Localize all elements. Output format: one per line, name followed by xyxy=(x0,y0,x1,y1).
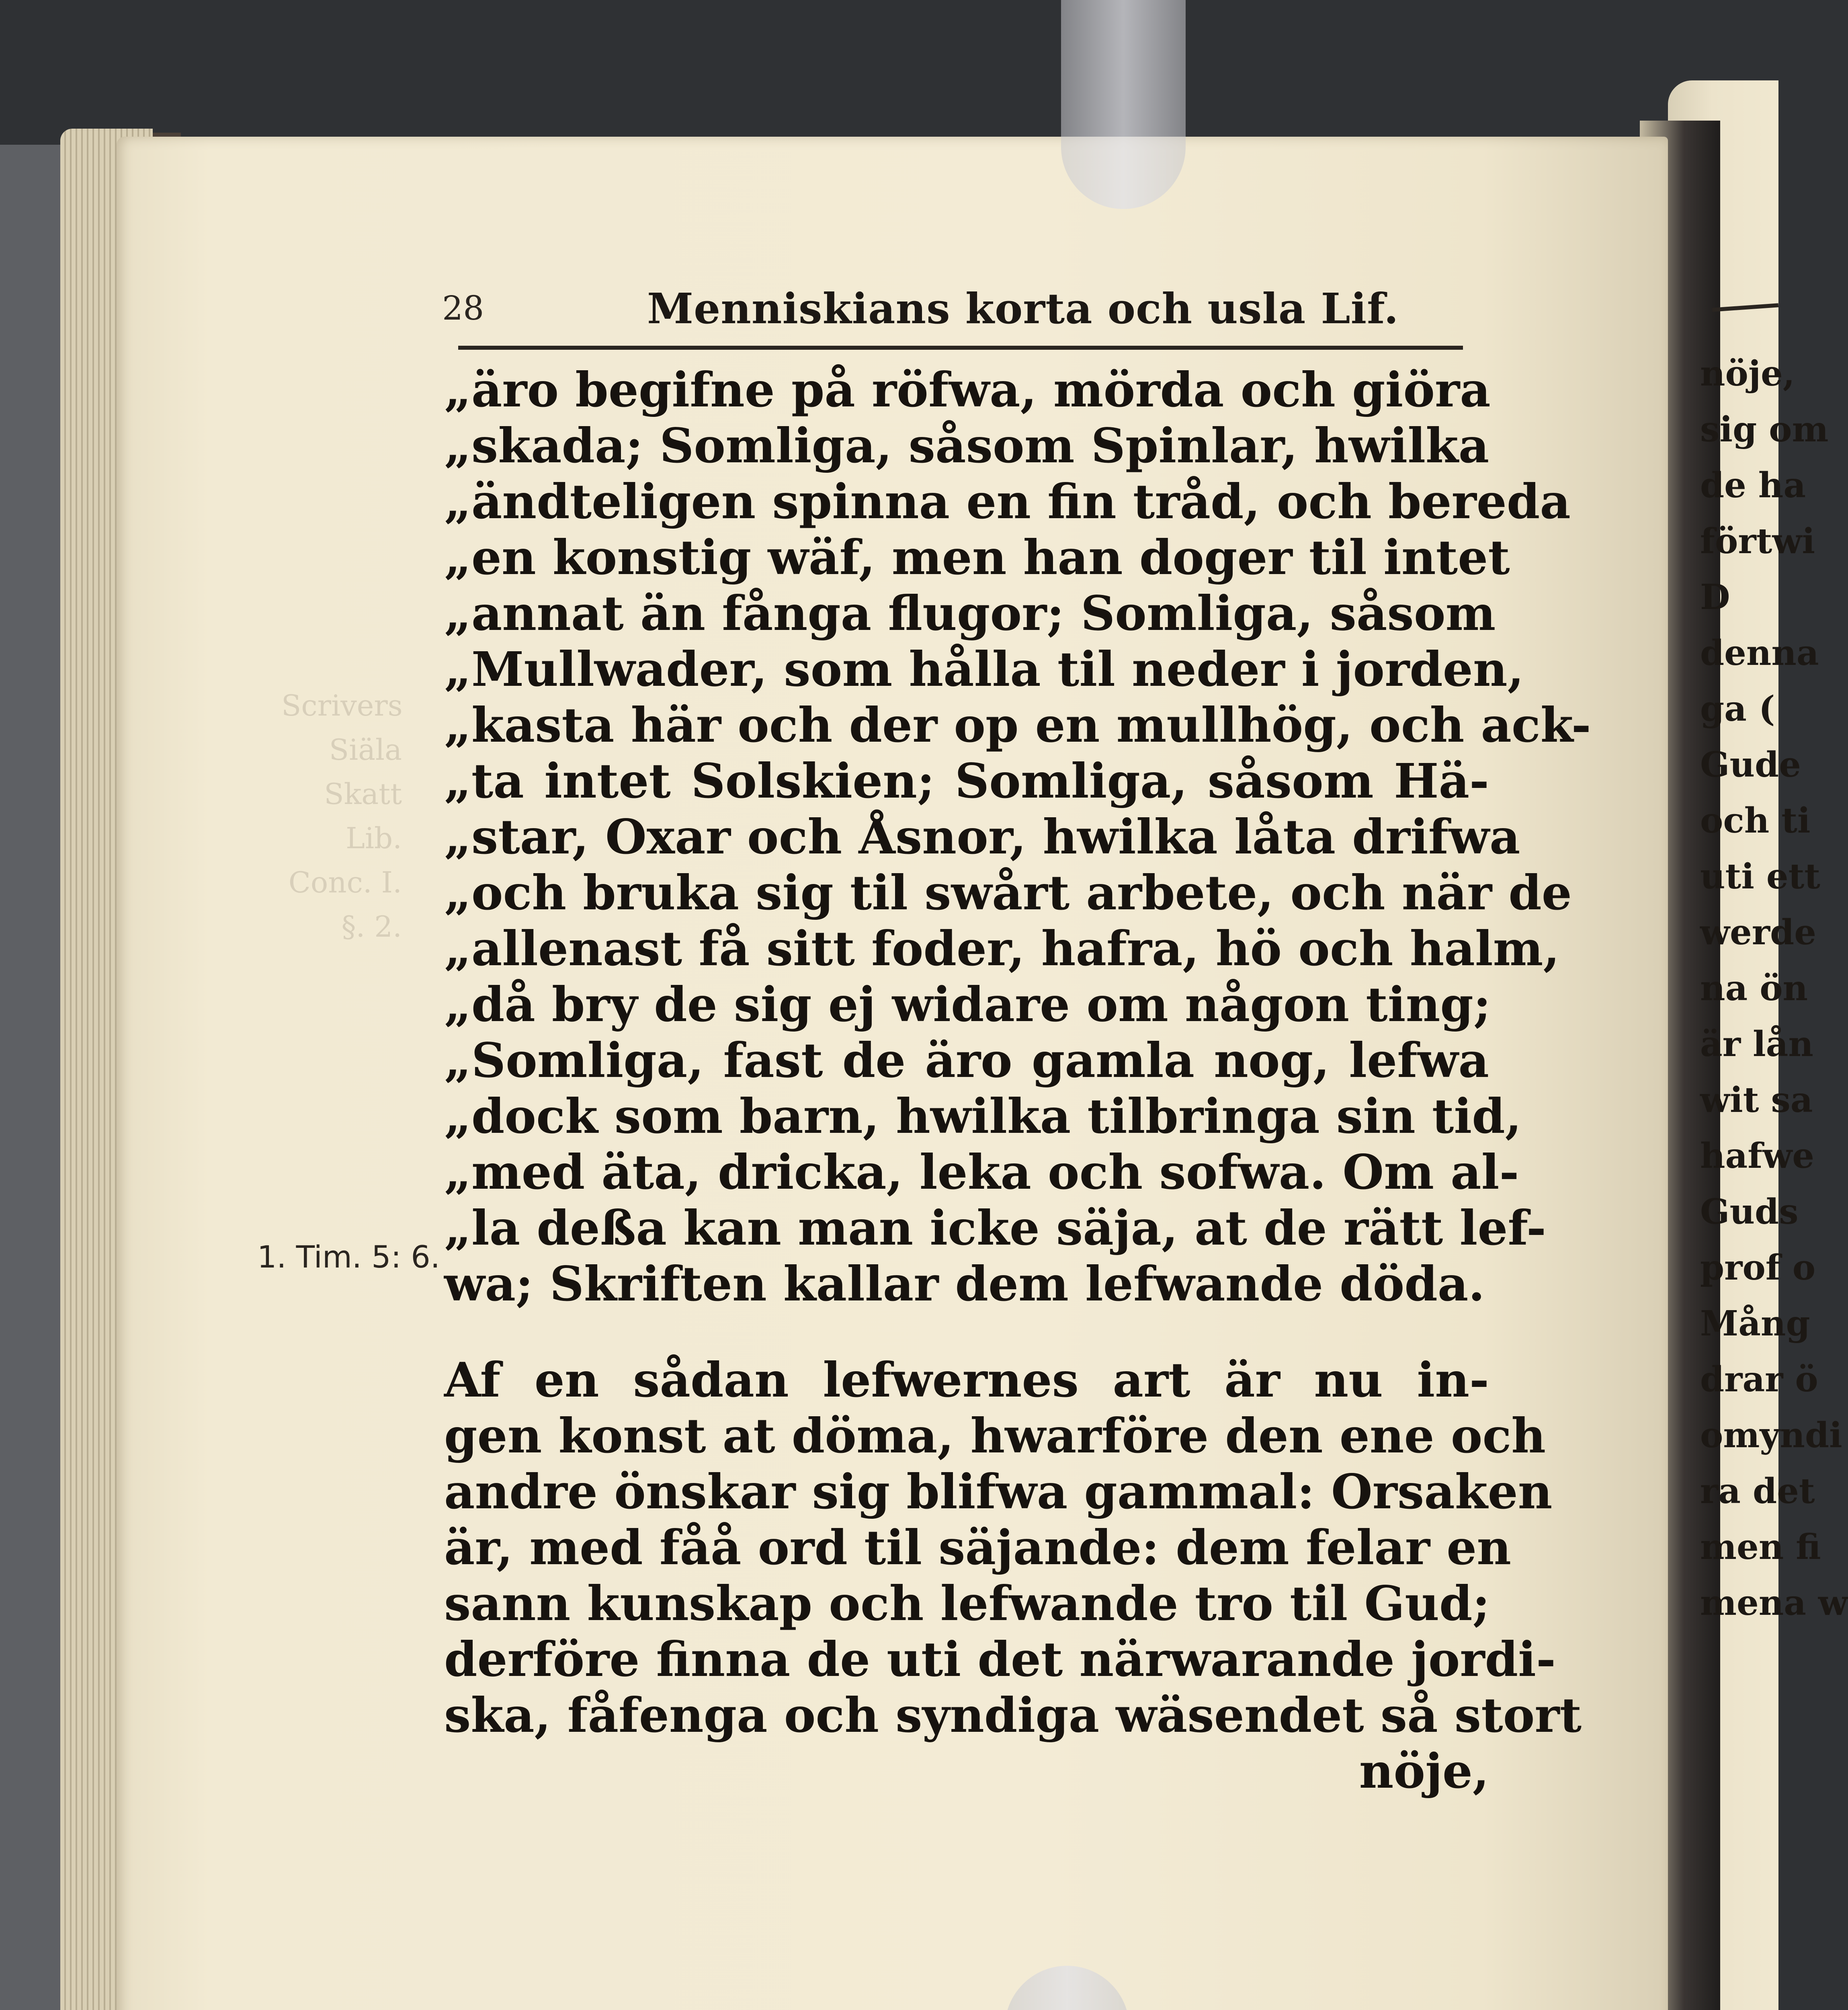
text-line: är, med fåå ord til säjande: dem felar en xyxy=(444,1520,1511,1575)
show-through-line: Siäla xyxy=(329,733,402,767)
text-line: „och bruka sig til swårt arbete, och när de xyxy=(444,865,1572,921)
text-line: „Somliga, fast de äro gamla nog, lefwa xyxy=(444,1032,1489,1088)
text-line: „allenast få sitt foder, hafra, hö och halm, xyxy=(444,921,1560,976)
margin-citation: 1. Tim. 5: 6. xyxy=(257,1239,440,1275)
running-title: Menniskians korta och usla Lif. xyxy=(647,284,1399,333)
text-line: „dock som barn, hwilka tilbringa sin tid, xyxy=(444,1088,1522,1144)
text-line: gen konst at döma, hwarföre den ene och xyxy=(444,1408,1546,1464)
facing-line: denna xyxy=(1700,633,1819,673)
text-line: „Mullwader, som hålla til neder i jorden, xyxy=(444,641,1524,697)
text-line: „ändteligen spinna en fin tråd, och bereda xyxy=(444,474,1571,529)
facing-line: omyndi xyxy=(1700,1415,1842,1456)
facing-line: och ti xyxy=(1700,800,1811,841)
text-line: andre önskar sig blifwa gammal: Orsaken xyxy=(444,1464,1553,1520)
facing-line: ga ( xyxy=(1700,689,1775,729)
facing-line: Mång xyxy=(1700,1303,1810,1344)
text-line: „skada; Somliga, såsom Spinlar, hwilka xyxy=(444,418,1489,474)
book-clamp-top xyxy=(1061,0,1186,209)
facing-line: är lån xyxy=(1700,1024,1813,1064)
facing-line: förtwi xyxy=(1700,521,1815,562)
facing-line: Guds xyxy=(1700,1192,1799,1232)
page-number: 28 xyxy=(442,289,484,328)
facing-line: men fi xyxy=(1700,1527,1821,1567)
facing-line: ra det xyxy=(1700,1471,1815,1512)
text-line: „en konstig wäf, men han doger til intet xyxy=(444,529,1510,585)
facing-line: drar ö xyxy=(1700,1359,1818,1400)
paragraph-1 xyxy=(444,362,1591,1312)
show-through-line: Skatt Lib. xyxy=(324,777,402,855)
facing-line: hafwe xyxy=(1700,1136,1814,1176)
text-line: „med äta, dricka, leka och sofwa. Om al- xyxy=(444,1144,1519,1200)
text-line: „la deßa kan man icke säja, at de rätt lef- xyxy=(444,1200,1546,1256)
paragraph-2 xyxy=(444,1352,1582,1743)
text-line: „kasta här och der op en mullhög, och ack- xyxy=(444,697,1591,753)
facing-line: sig om xyxy=(1700,409,1829,450)
text-line: „annat än fånga flugor; Somliga, såsom xyxy=(444,585,1496,641)
text-line: „star, Oxar och Åsnor, hwilka låta drifwa xyxy=(444,809,1520,865)
text-line: „äro begifne på röfwa, mörda och giöra xyxy=(444,362,1491,418)
text-line: „då bry de sig ej widare om någon ting; xyxy=(444,976,1491,1032)
show-through-line: Scrivers xyxy=(281,689,403,722)
facing-line: wit sa xyxy=(1700,1080,1813,1120)
header-rule xyxy=(458,346,1463,350)
text-line: „ta intet Solskien; Somliga, såsom Hä- xyxy=(444,753,1489,809)
page-header xyxy=(442,284,1487,338)
text-line: wa; Skriften kallar dem lefwande döda. xyxy=(444,1256,1485,1312)
text-line: Af en sådan lefwernes art är nu in- xyxy=(444,1352,1489,1408)
show-through-line: §. 2. xyxy=(341,910,402,943)
facing-line: na ön xyxy=(1700,968,1808,1009)
facing-line: mena w xyxy=(1700,1583,1848,1623)
body-text xyxy=(444,362,1591,1799)
facing-line: prof o xyxy=(1700,1247,1816,1288)
text-line: ska, fåfenga och syndiga wäsendet så stort xyxy=(444,1687,1582,1743)
paragraph-gap xyxy=(444,1312,1489,1352)
facing-line: de ha xyxy=(1700,465,1806,506)
facing-line: werde xyxy=(1700,912,1816,953)
text-line: sann kunskap och lefwande tro til Gud; xyxy=(444,1575,1490,1631)
facing-line: uti ett xyxy=(1700,856,1821,897)
facing-page-text xyxy=(1700,346,1848,1631)
show-through-text xyxy=(281,683,402,949)
show-through-line: Conc. I. xyxy=(288,866,402,899)
facing-line: D xyxy=(1700,577,1730,617)
facing-line: nöje, xyxy=(1700,353,1795,394)
facing-line: Gude xyxy=(1700,745,1801,785)
catchword: nöje, xyxy=(1359,1743,1489,1799)
text-line: derföre finna de uti det närwarande jordi- xyxy=(444,1631,1556,1687)
